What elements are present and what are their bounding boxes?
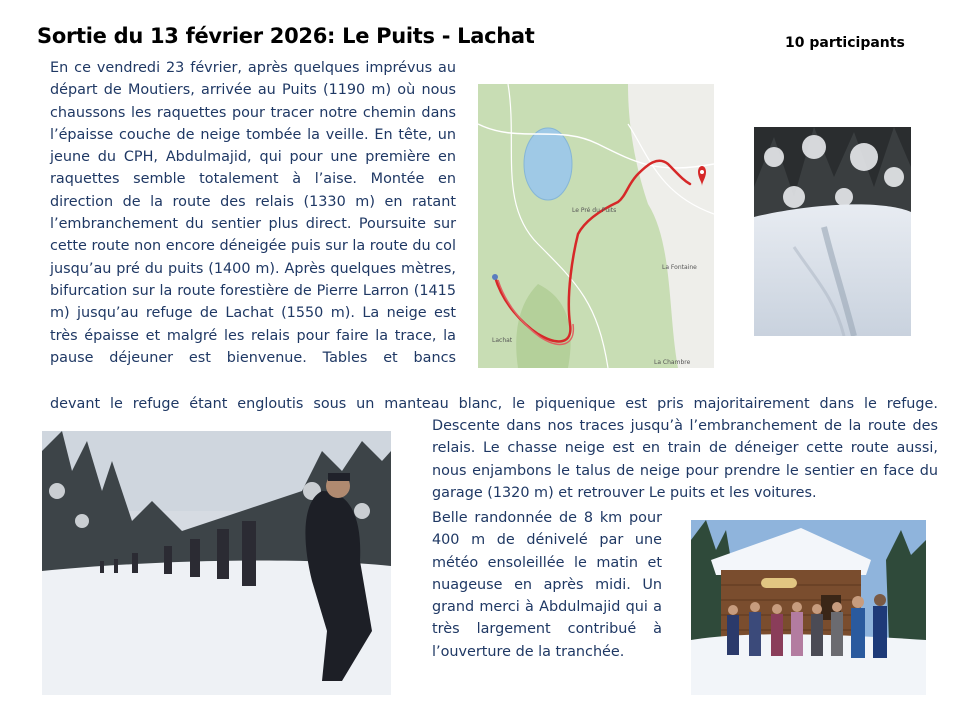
snow-forest-photo xyxy=(754,127,911,336)
map-label-fontaine: La Fontaine xyxy=(662,264,697,271)
story-paragraph-3: Descente dans nos traces jusqu’à l’embranchement de la route des relais. Le chasse neige est en train de déneiger cette route aussi, nous enjambons le talus de neige pour prendre le sentier en face du garage (1320 m) et retrouver Le puits et les voitures. xyxy=(432,418,938,501)
participants-count: 10 participants xyxy=(785,35,905,51)
story-paragraph-1: En ce vendredi 23 février, après quelques imprévus au départ de Moutiers, arrivée au Puits (1190 m) où nous chaussons les raquettes pour tracer notre chemin dans l’épaisse couche de neige tombée la veille. En tête, un jeune du CPH, Abdulmajid, qui pour une première en raquettes semble totalement à l’aise. Montée en direction de la route des relais (1330 m) en ratant l’embranchement du sentier plus direct. Poursuite sur cette route non encore déneigée puis sur la route du col jusqu’au pré du puits (1400 m). Après quelques mètres, bifurcation sur la route forestière de Pierre Larron (1415 m) jusqu’au refuge de Lachat (1550 m). La neige est très épaisse et malgré les relais pour faire la trace, la pause déjeuner est bienvenue. Tables et bancs xyxy=(50,60,456,366)
map-label-pre: Le Pré du Puits xyxy=(572,207,617,214)
route-map xyxy=(478,84,714,368)
story-paragraph-4: Belle randonnée de 8 km pour 400 m de dénivelé par une météo ensoleillée le matin et nuageuse en après midi. Un grand merci à Abdulmajid qui a très largement contribué à l’ouverture de la tranchée. xyxy=(432,510,662,660)
map-label-chambre: La Chambre xyxy=(654,359,691,366)
refuge-group-photo xyxy=(691,520,926,695)
map-label-lachat: Lachat xyxy=(492,337,513,344)
story-paragraph-2: devant le refuge étant engloutis sous un manteau blanc, le piquenique est pris majoritairement dans le refuge. xyxy=(50,396,938,412)
hikers-snow-photo xyxy=(42,431,391,695)
page-title: Sortie du 13 février 2026: Le Puits - Lachat xyxy=(37,24,535,48)
